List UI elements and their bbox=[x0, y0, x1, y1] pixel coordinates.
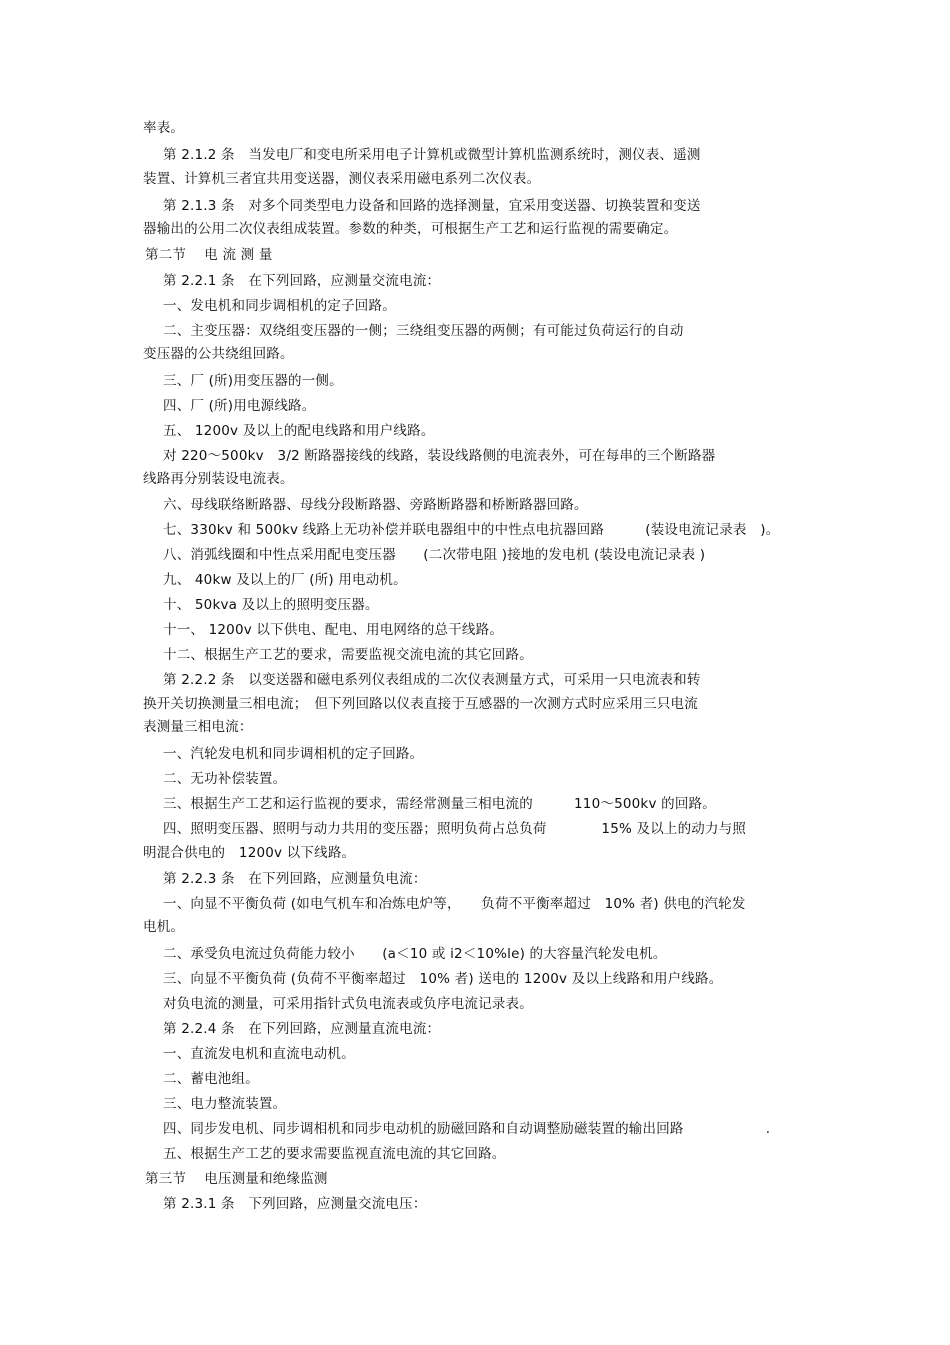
list-item: 二、主变压器：双绕组变压器的一侧；三绕组变压器的两侧；有可能过负荷运行的自动 bbox=[163, 323, 684, 339]
article-2-1-3: 第 2.1.3 条 对多个同类型电力设备和回路的选择测量，宜采用变送器、切换装置和变送 bbox=[163, 198, 701, 214]
list-item: 三、厂 (所)用变压器的一侧。 bbox=[163, 373, 343, 389]
list-item: 二、承受负电流过负荷能力较小 (a＜10 或 i2＜10%le) 的大容量汽轮发电机。 bbox=[163, 946, 667, 962]
list-item: 六、母线联络断路器、母线分段断路器、旁路断路器和桥断路器回路。 bbox=[163, 497, 588, 513]
list-item: 一、直流发电机和直流电动机。 bbox=[163, 1046, 355, 1062]
list-item: 一、汽轮发电机和同步调相机的定子回路。 bbox=[163, 746, 424, 762]
list-item: 一、发电机和同步调相机的定子回路。 bbox=[163, 298, 396, 314]
list-item: 九、 40kw 及以上的厂 (所) 用电动机。 bbox=[163, 572, 407, 588]
section-heading-2: 第二节 电 流 测 量 bbox=[145, 247, 273, 263]
list-item: 五、 1200v 及以上的配电线路和用户线路。 bbox=[163, 423, 435, 439]
list-item: 四、厂 (所)用电源线路。 bbox=[163, 398, 316, 414]
text-line: 器输出的公用二次仪表组成装置。参数的种类，可根据生产工艺和运行监视的需要确定。 bbox=[143, 221, 678, 237]
article-2-2-4: 第 2.2.4 条 在下列回路，应测量直流电流： bbox=[163, 1021, 441, 1037]
text-line: 电机。 bbox=[143, 919, 185, 935]
text-line: 对 220～500kv 3/2 断路器接线的线路，装设线路侧的电流表外，可在每串的三个断路器 bbox=[163, 448, 716, 464]
section-heading-3: 第三节 电压测量和绝缘监测 bbox=[145, 1171, 328, 1187]
list-item: 二、无功补偿装置。 bbox=[163, 771, 287, 787]
list-item: 十二、根据生产工艺的要求，需要监视交流电流的其它回路。 bbox=[163, 647, 533, 663]
text-line: 变压器的公共绕组回路。 bbox=[143, 346, 294, 362]
article-2-2-3: 第 2.2.3 条 在下列回路，应测量负电流： bbox=[163, 871, 427, 887]
list-item: 三、向显不平衡负荷 (负荷不平衡率超过 10% 者) 送电的 1200v 及以上线路和用户线路。 bbox=[163, 971, 723, 987]
list-item: 五、根据生产工艺的要求需要监视直流电流的其它回路。 bbox=[163, 1146, 506, 1162]
text-line: 对负电流的测量，可采用指针式负电流表或负序电流记录表。 bbox=[163, 996, 533, 1012]
article-2-3-1: 第 2.3.1 条 下列回路，应测量交流电压： bbox=[163, 1196, 427, 1212]
list-item: 一、向显不平衡负荷 (如电气机车和冶炼电炉等， 负荷不平衡率超过 10% 者) 供电的汽轮发 bbox=[163, 896, 746, 912]
text-line: 线路再分别装设电流表。 bbox=[143, 471, 294, 487]
list-item: 八、消弧线圈和中性点采用配电变压器 (二次带电阻 )接地的发电机 (装设电流记录表 ) bbox=[163, 547, 706, 563]
article-2-2-1: 第 2.2.1 条 在下列回路，应测量交流电流： bbox=[163, 273, 441, 289]
list-item: 三、电力整流装置。 bbox=[163, 1096, 287, 1112]
article-2-2-2: 第 2.2.2 条 以变送器和磁电系列仪表组成的二次仪表测量方式，可采用一只电流表和转 bbox=[163, 672, 701, 688]
list-item: 十、 50kva 及以上的照明变压器。 bbox=[163, 597, 379, 613]
list-item: 十一、 1200v 以下供电、配电、用电网络的总干线路。 bbox=[163, 622, 504, 638]
list-item: 二、蓄电池组。 bbox=[163, 1071, 259, 1087]
text-line: 换开关切换测量三相电流； 但下列回路以仪表直接于互感器的一次测方式时应采用三只电流 bbox=[143, 696, 698, 712]
list-item: 四、同步发电机、同步调相机和同步电动机的励磁回路和自动调整励磁装置的输出回路 . bbox=[163, 1121, 771, 1137]
text-line: 表测量三相电流： bbox=[143, 719, 253, 735]
text-line: 率表。 bbox=[143, 120, 185, 136]
list-item: 三、根据生产工艺和运行监视的要求，需经常测量三相电流的 110～500kv 的回路。 bbox=[163, 796, 716, 812]
article-2-1-2: 第 2.1.2 条 当发电厂和变电所采用电子计算机或微型计算机监测系统时，测仪表、遥测 bbox=[163, 147, 701, 163]
text-line: 装置、计算机三者宜共用变送器，测仪表采用磁电系列二次仪表。 bbox=[143, 171, 541, 187]
list-item: 七、330kv 和 500kv 线路上无功补偿并联电器组中的中性点电抗器回路 (装设电流记录表 )。 bbox=[163, 522, 780, 538]
text-line: 明混合供电的 1200v 以下线路。 bbox=[143, 845, 356, 861]
list-item: 四、照明变压器、照明与动力共用的变压器；照明负荷占总负荷 15% 及以上的动力与照 bbox=[163, 821, 747, 837]
